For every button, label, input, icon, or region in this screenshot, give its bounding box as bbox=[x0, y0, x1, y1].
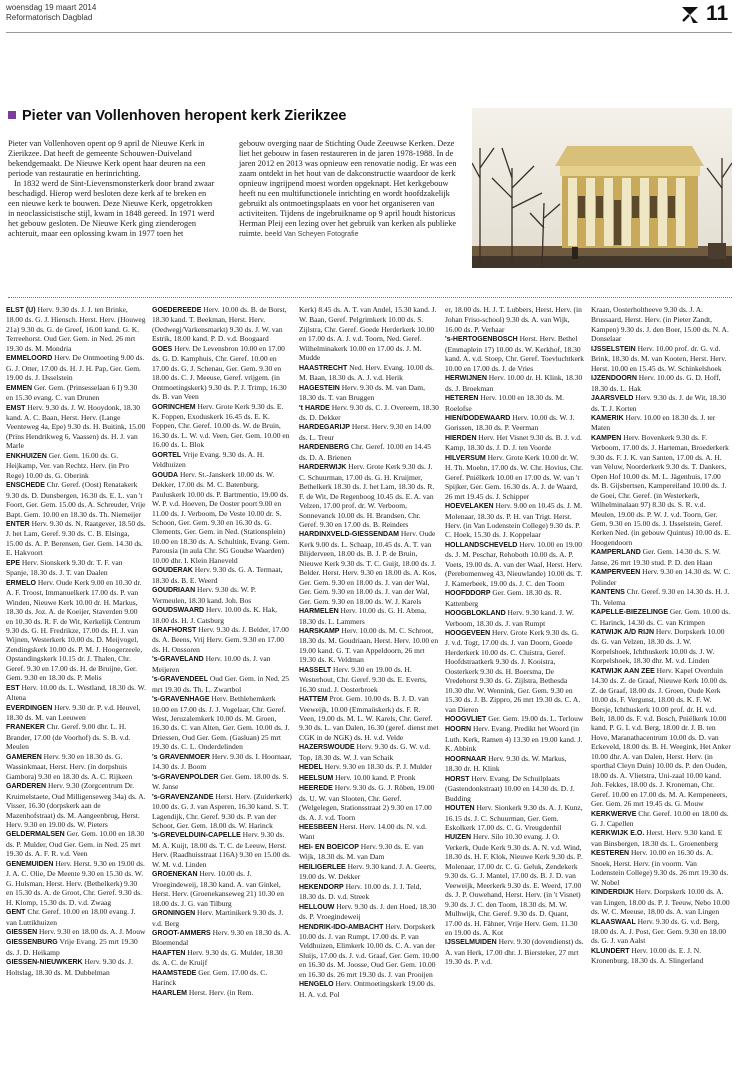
list-item: HEI- EN BOEICOP Herv. 9.30 ds. E. van Wijk, 18.30 ds. M. van Dam bbox=[299, 841, 424, 862]
list-item: GORINCHEM Herv. Grote Kerk 9.30 ds. E. K. Foppen, Exoduskerk 16.45 ds. E. K. Foppen, Chr. Geref. 10.00 ds. W. de Bruin, 16.30 ds. L. W. v.d. Veen, Ger. Gem. 10.00 en 16.00 ds. L. Blok bbox=[152, 401, 290, 450]
list-item: ENTER Herv. 9.30 ds. N. Raatgever, 18.50 ds. J. het Lam, Geref. 9.30 ds. C. B. Elsinga, 15.00 ds. A. P. Berensen, Ger. Gem. 14.30 ds. E. Hakvoort bbox=[6, 518, 146, 558]
list-item: KINDERDIJK Herv. Dorpskerk 10.00 ds. A. van Lingen, 18.00 ds. P. J. Teeuw, Nebo 10.00 ds. W. C. Meeuse, 18.00 ds. A. van Lingen bbox=[591, 887, 730, 917]
list-item: 's-GREVELDUIN-CAPELLE Herv. 9.30 ds. M. A. Kuijt, 18.00 ds. T. C. de Leeuw, Herst. Herv. (Raadhuisstraat 116A) 9.30 en 15.00 ds. W. M. v.d. Linden bbox=[152, 830, 291, 869]
list-item: 's-GRAVENZANDE Herst. Herv. (Zuiderkerk) 10.00 ds. G. J. van Asperen, 16.30 kand. S. T. Lagendijk, Chr. Geref. 9.30 ds. P. van der Schoot, Ger. Gem. 18.00 ds. W. Harinck bbox=[152, 791, 292, 831]
church-photo bbox=[472, 108, 732, 268]
list-item: HAAFTEN Herv. 9.30 ds. G. Mulder, 18.30 ds. A. C. de Kruijf bbox=[152, 947, 283, 968]
church-listing-column-3 bbox=[299, 305, 439, 999]
list-item: HARDEGARIJP Herst. Herv. 9.30 en 14.00 ds. L. Treur bbox=[299, 422, 431, 442]
list-item: KERKWIJK E.O. Herst. Herv. 9.30 kand. E van Binsbergen, 18.30 ds. L. Groenenberg bbox=[591, 828, 723, 848]
list-item: HAAMSTEDE Ger. Gem. 17.00 ds. C. Harinck bbox=[152, 967, 268, 988]
list-item: HOEVELAKEN Herv. 9.00 en 10.45 ds. J. M. Molenaar, 18.30 ds. P. H. van Trigt. Herst. Herv. (in Van Lodenstein College) 9.30 ds. P. C. Hoek, 15.30 ds. J. Koppelaar bbox=[445, 501, 583, 540]
list-item: ELST (U) Herv. 9.30 ds. J. J. ten Brinke, 18.00 ds. G. J. Hiensch. Herst. Herv. (Houweg 21a) 9.30 ds. G. de Greef, 16.00 kand. G. K. Terreehorst. Oud Ger. Gem. in Ned. 26 mrt 19.30 ds. M. Mondria bbox=[6, 305, 146, 353]
list-item: HAARLEM Herst. Herv. (in Rem. bbox=[152, 987, 254, 997]
list-item: GELDERMALSEN Ger. Gem. 10.00 en 18.30 ds. P. Mulder, Oud Ger. Gem. in Ned. 25 mrt 19.30 ds. A. F. R. v.d. Veen bbox=[6, 829, 145, 859]
list-item: KAMPERLAND Ger. Gem. 14.30 ds. S. W. Janse, 26 mrt 19.30 stud. P. D. den Haan bbox=[591, 547, 721, 567]
list-item: HILVERSUM Herv. Grote Kerk 10.00 dr. W. H. Th. Moehn, 17.00 ds. W. Chr. Hovius, Chr. Geref. Pniëlkerk 10.00 en 17.00 ds. W. van 't Spijker, Ger. Gem. 16.30 ds. A. J. de Waard, 26 mrt 19.45 ds. J. Schipper bbox=[445, 452, 583, 501]
list-item: HASSELT Herv. 9.30 en 19.00 ds. H. Westerhout, Chr. Geref. 9.30 ds. E. Everts, 16.30 stud. J. Oosterbroek bbox=[299, 664, 427, 694]
list-item: HIERDEN Herv. Het Visnet 9.30 ds. B. J. v.d. Kamp, 18.30 ds. J. D. J. ten Voorde bbox=[445, 432, 582, 453]
list-item: ENKHUIZEN Ger. Gem. 16.00 ds. G. Heijkamp, Ver. van Rechtz. Herv. (in Pro Rege) 10.00 ds. G. Oberink bbox=[6, 450, 130, 480]
page-date-text: woensdag 19 maart 2014 bbox=[6, 3, 97, 12]
list-item: EMMEN Ger. Gem. (Prinsesselaan 6 I) 9.30 en 15.30 evang. C. van Drunen bbox=[6, 382, 138, 403]
header-rule bbox=[6, 32, 732, 33]
list-item: HARSKAMP Herv. 10.00 ds. M. C. Schroot, 18.30 ds. M. Goudriaan, Herst. Herv. 10.00 en 19.00 kand. G. T. van Appeldoorn, 26 mrt 19.30 ds. K. Veldman bbox=[299, 625, 439, 665]
list-item: 's-GRAVENHAGE Herv. Bethlehemkerk 10.00 en 17.00 ds. J. J. Vogelaar, Chr. Geref. West, Jeruzalemkerk 10.00 ds. M. Groen, 16.30 ds. C. van Alten, Ger. Gem. 10.00 ds. J. Driessen, Oud Ger. Gem. (Gasluan) 25 mrt 19.30 ds. C. L. Onderdelinden bbox=[152, 694, 290, 752]
list-item: FRANEKER Chr. Geref. 9.00 dhr. L. H. Brander, 17.00 (de Voorhof) ds. S. B. v.d. Meulen bbox=[6, 722, 131, 752]
list-item: GROENEKAN Herv. 10.00 ds. J. Vroegindeweij, 18.30 kand. A. van Ginkel, Herst. Herv. (Groenekanseweg 21) 10.30 en 18.00 ds. J. G. van Tilburg bbox=[152, 869, 284, 908]
list-item: 's-GRAVELAND Herv. 10.00 ds. J. van Meijeren bbox=[152, 654, 271, 674]
list-item: GAMEREN Herv. 9.30 en 18.30 ds. G. Wassinkmaat, Herst. Herv. (in dorpshuis Gambora) 9.30 en 18.30 ds. A. C. Rijkeen bbox=[6, 751, 133, 781]
list-item: HUIZEN Herv. Silo 10.30 evang. J. O. Verkerk, Oude Kerk 9.30 ds. A. N. v.d. Wind, 18.30 ds. H. F. Klok, Nieuwe Kerk 9.30 ds. P. Molenaar, 17.00 dr. C. G. Geluk, Zendekerk 9.30 ds. G. J. Mantel, 17.00 ds. B. J. D. van Veeweijk, Meerkerk 9.30 ds. E. Weerd, 17.00 ds. J. P. Ouwehand, Herst. Herv. (in 't Visnet) 9.30 ds. J. C. den Toom, 18.30 ds. M. W. Mulhwijk, Chr. Geref. 9.30 ds. D. Quant, 17.00 ds. H. Fähner, Vrije Herv. Gem. 11.30 en 19.00 ds. A. Kot bbox=[445, 832, 583, 937]
list-item: 't HARDE Herv. 9.30 ds. C. J. Overeem, 18.30 ds. D. Dekker bbox=[299, 402, 439, 422]
list-item: KAMPEN Herv. Bovenkerk 9.30 ds. F. Verboom, 17.00 ds. J. Harteman, Broederkerk 9.30 ds. F. J. K. van Santen, 17.00 ds. A. H. van Veluw, Noorderkerk 9.30 ds. T. Dankers, Open Hof 10.00 ds. M. L. Jägenhuis, 17.00 ds. B. Gijsbertsen, Kampereiland 10.00 ds. J. de Goei, Chr. Geref. (in Westerkerk, Wilhelminalaan 97) 8.30 ds. S. R. v.d. Meulen, 19.00 ds. P. W. J. v.d. Toorn, Ger. Gem. 9.30 en 15.00 ds. J. IJsselstein, Geref. Kerken Ned. (in gebouw Quintus) 10.00 ds. E. Hoogendoorn bbox=[591, 432, 731, 547]
church-listing-column-4 bbox=[445, 305, 585, 967]
list-item: HEESBEEN Herst. Herv. 14.00 ds. N. v.d. Want bbox=[299, 822, 427, 842]
article-paragraph: Pieter van Vollenhoven opent op 9 april de Nieuwe Kerk in Zierikzee. Dat heeft de gemeente Schouwen-Duiveland bekendgemaakt. De Nieuwe Kerk opent haar deuren na een periode van restauratie en herinrichting. bbox=[8, 139, 206, 178]
list-item: GROOT-AMMERS Herv. 9.30 en 18.30 ds. A. Bloemendal bbox=[152, 928, 291, 948]
list-item: 's-GRAVENPOLDER Ger. Gem. 18.00 ds. S. W. Janse bbox=[152, 771, 289, 792]
list-item: GRONINGEN Herv. Martinikerk 9.30 ds. J. v.d. Berg bbox=[152, 908, 284, 928]
list-item: HENDRIK-IDO-AMBACHT Herv. Dorpskerk 10.00 ds. J. van Rumpt, 17.00 ds. P. van Veldhuizen, Elimkerk 10.00 ds. C. A. van der Sluijs, 17.00 ds. J. v.d. Graaf, Ger. Gem. 10.00 en 16.30 ds. M. Joosse, Oud Ger. Gem. 10.00 en 16.30 ds. 26 mrt 19.30 ds. J. van Prooijen bbox=[299, 921, 439, 979]
list-item: HENGELO Herv. Ontmoetingskerk 19.00 ds. H. A. v.d. Pol bbox=[299, 979, 435, 999]
list-item: HORST Herv. Evang. De Schuilplaats (Gastendonkstraat) 10.00 en 14.30 ds. D. J. Budding bbox=[445, 773, 575, 803]
list-item: HARDINXVELD-GIESSENDAM Herv. Oude Kerk 9.00 ds. L. Schaap, 10.45 ds. A. T. van Blijderveen, 18.00 ds. B. J. P. de Bruin, Nieuwe Kerk 9.30 ds. T. C. Guijt, 18.00 ds. J. Belder. Herst. Herv. 9.30 en 18.00 ds. A. Kos, Ger. Gem. 9.30 en 18.00 ds. J. van der Wal, Ger. Gem. 9.30 en 18.00 ds. J. van der Wal, Ger. Gem. 9.30 en 18.00 ds. W. J. Karels bbox=[299, 529, 437, 606]
list-item: 's-GRAVENDEEL Oud Ger. Gem. in Ned. 25 mrt 19.30 ds. Th. L. Zwartbol bbox=[152, 674, 290, 694]
list-item: GIESSEN-NIEUWKERK Herv. 9.30 ds. J. Holtslag, 18.30 ds. M. Dubbelman bbox=[6, 957, 133, 977]
list-item: HOOFDDORP Ger. Gem. 18.30 ds. R. Kattenberg bbox=[445, 588, 562, 608]
list-item: IJSSELMUIDEN Herv. 9.30 (dovendienst) ds. A. van Herk, 17.00 dhr. J. Biersteker, 27 mrt 19.30 ds. P. v.d. bbox=[445, 937, 584, 967]
publication-name: Reformatorisch Dagblad bbox=[6, 13, 93, 22]
list-item: KATWIJK A/D RIJN Herv. Dorpskerk 10.00 ds. G. van Velzen, 18.30 ds. J. W. Korpelshoek, Ichthuskerk 10.00 ds. J. W. Korpelshoek, 18.30 dhr. M. v.d. Linden bbox=[591, 626, 725, 666]
list-item: HEKENDORP Herv. 10.00 ds. J. J. Teld, 18.30 ds. D. v.d. Streek bbox=[299, 881, 422, 902]
list-item: HEEREDE Herv. 9.30 ds. G. J. Röben, 19.00 ds. U. W. van Slooten, Chr. Geref. (Welgelegen, Stationsstraat 2) 9.30 en 17.00 ds. A. J. v.d. Toorn bbox=[299, 783, 435, 822]
list-item: KAMERIK Herv. 10.00 en 18.30 ds. J. ter Maten bbox=[591, 412, 716, 433]
church-listing-column-1 bbox=[6, 305, 146, 977]
list-item: IJZENDOORN Herv. 10.00 ds. G. D. Hoff, 18.30 ds. L. Hak bbox=[591, 373, 721, 393]
list-item: HELLOUW Herv. 9.30 ds. J. den Hoed, 18.30 ds. P. Vroegindeweij bbox=[299, 901, 437, 922]
list-item: er, 18.00 ds. H. J. T. Lubbers, Herst. Herv. (in Johan Friso-school) 9.30 ds. A. van Wijk, 16.00 ds. P. Verhaar bbox=[445, 305, 582, 334]
list-item: GRAFHORST Herv. 9.30 ds. J. Belder, 17.00 ds. A. Beens, Vrij Herv. Gem. 9.30 en 17.00 ds. H. Onssoren bbox=[152, 624, 289, 654]
headline-text: Pieter van Vollenhoven heropent kerk Zierikzee bbox=[22, 108, 347, 124]
list-item: ERMELO Herv. Oude Kerk 9.00 en 10.30 dr. A. F. Troost, Immanuelkerk 17.00 ds. P. van Winden, Nieuwe Kerk 10.00 dr. H. Markus, 18.30 ds. Joz. A. de Koeijer, Staverden 9.00 en 10.30 ds. R. F. de Wit, Kerkelijk Centrum 9.30 ds. G. H. Fredrikze, 17.00 ds. H. J. van Wijnen, Westerkerk 10.00 ds. D. Meijvogel, Zendingskerk 10.00 ds. P. M. J. Hoogerzeele, Opstandingskerk 10.15 dr. J. Thalen, Chr. Geref. 9.30 en 17.00 ds. H. de Bruijne, Ger. Gem. 9.30 en 18.30 ds. P. Melis bbox=[6, 577, 143, 683]
list-item: KESTEREN Herv. 10.00 en 16.30 ds. A. Snoek, Herst. Herv. (in voorm. Van Lodenstein College) 9.30 ds. 26 mrt 19.30 ds. W. Nobel bbox=[591, 848, 729, 887]
list-item: HARMELEN Herv. 10.00 ds. G. H. Abma, 18.30 ds. L. Lammers bbox=[299, 606, 427, 626]
list-item: KAPELLE-BIEZELINGE Ger. Gem. 10.00 ds. C. Harinck, 14.30 ds. C. van Krimpen bbox=[591, 607, 731, 627]
list-item: HAGESTEIN Herv. 9.30 ds. M. van Dam, 18.30 ds. T. van Bruggen bbox=[299, 382, 425, 403]
list-item: HAASTRECHT Ned. Herv. Evang. 10.00 ds. M. Baan, 18.30 ds. A. J. v.d. Herik bbox=[299, 362, 434, 383]
list-item: EST Herv. 10.00 ds. L. Westland, 18.30 ds. W. Altena bbox=[6, 682, 146, 703]
list-item: HETEREN Herv. 10.00 en 18.30 ds. M. Roelofse bbox=[445, 393, 564, 413]
list-item: Kraan, Oosterholtheeve 9.30 ds. J. A. Brussaard, Herst. Herv. (in Pieter Zandt, Kampen) 9.30 ds. J. den Boer, 15.00 ds. N. A. Donselaar bbox=[591, 305, 729, 344]
list-item: HAZERSWOUDE Herv. 9.30 ds. G. W. v.d. Top, 18.30 ds. W. J. van Schaik bbox=[299, 742, 431, 762]
headline-marker bbox=[8, 111, 16, 119]
list-item: HERWIJNEN Herv. 10.00 dr. H. Klink, 18.30 ds. J. Broekman bbox=[445, 373, 583, 393]
church-listing-column-2 bbox=[152, 305, 292, 998]
list-item: GOEDEREEDE Herv. 10.00 ds. B. de Borst, 18.30 kand. T. Beekman, Herst. Herv. (Oedwegj/Varkensmarkt) 9.30 ds. J. W. van Estrik, 18.00 kand. P. D. v.d. Boogaard bbox=[152, 305, 287, 344]
list-item: HOUTEN Herv. Sionkerk 9.30 ds. A. J. Kunz, 16.15 ds. J. C. Schuurman, Ger. Gem. Eskolkerk 17.00 ds. C. G. Vreugdenhil bbox=[445, 803, 583, 833]
article-column-2 bbox=[239, 139, 465, 240]
list-item: GOUDRIAAN Herv. 9.30 ds. W. P. Vermeulen, 18.30 kand. Joh. Bos bbox=[152, 585, 256, 605]
list-item: KAMPERVEEN Herv. 9.30 en 14.30 ds. W. C. Polinder bbox=[591, 567, 731, 587]
article-column-1 bbox=[8, 139, 216, 239]
list-item: Kerk) 8.45 ds. A. T. van Andel, 15.30 kand. J. W. Baan, Geref. Pelgrimkerk 10.00 ds. S. Zijlstra, Chr. Geref. Goede Herderkerk 10.00 en 17.00 ds. A. J. v.d. Toorn, Ned. Geref. Wilhelminakerk 10.00 en 17.00 ds. J. M. Mudde bbox=[299, 305, 437, 363]
list-item: GOUDA Herv. St.-Janskerk 10.00 ds. W. Dekker, 17.00 ds. M. C. Batenburg, Pauluskerk 10.00 ds. P. Bartmentio, 19.00 ds. W. P. v.d. Hoeven, De Ooster poort 9.00 en 11.00 ds. J. Verboom, De Veste 10.00 dr. S. Schoon, Ger. Gem. 9.30 en 16.30 ds. G. Clements, Ger. Gem. in Ned. (Stationsplein) 10.00 en 18.30 ds. A. Schultink, Evang. Gem. Parousia (in aula Chr. SG Goudse Waarden) 10.00 dhr. I. Klein Haneveld bbox=[152, 469, 290, 565]
list-item: GORTEL Vrije Evang. 9.30 ds. A. H. Veldhuizen bbox=[152, 449, 265, 470]
list-item: EPE Herv. Sionskerk 9.30 dr. T. F. van Spanje, 18.30 ds. J. T. van Daalen bbox=[6, 557, 123, 578]
list-item: GARDEREN Herv. 9.30 (Zorgcentrum Dr. Kruimelstaete, Oud Milligenseweg 34a) ds. A. Visser, 16.30 (dorpskerk aan de Mazenhofstraat) ds. M. Aangeenbrug, Herst. Herv. 9.30 en 19.00 ds. W. Pieters bbox=[6, 781, 146, 830]
church-listing-column-5 bbox=[591, 305, 731, 966]
list-item: HOLLANDSCHEVELD Herv. 10.00 en 19.00 ds. J. M. Peschar, Rehoboth 10.00 ds. A. P. Voets, 19.00 ds. A. van der Waal, Herst. Herv. (Perebomenweg 43, Nieuwlande) 10.00 ds. T. J. Kamerbeek, 19.00 ds. J. C. den Toom bbox=[445, 539, 583, 588]
list-item: EVERDINGEN Herv. 9.30 dr. P. v.d. Heuvel, 18.30 ds. M. van Leeuwen bbox=[6, 702, 141, 723]
list-item: HARDENBERG Chr. Geref. 10.00 en 14.45 ds. D. A. Brienen bbox=[299, 442, 432, 462]
article-paragraph: gebouw overging naar de Stichting Oude Zeeuwse Kerken. Deze liet het gebouw in fasen restaureren in de jaren 1978-1988. In de jaren 2012 en 2013 was opnieuw een renovatie nodig. Er was een zaam ontdekt in het hout van de dakconstructie waardoor de kerk opnieuw ingrijpend moest worden opgeknapt. Het kerkgebouw heeft nu een multifunctionele inrichting en wordt hoofdzakelijk gebruikt als ontmoetingsplaats en voor het organiseren van activiteiten. Tijdens de ingebruikname op 9 april houdt historicus Herman Pleij een lezing over het gebruik van kerken als publieke ruimte. bbox=[239, 139, 457, 238]
list-item: ENSCHEDE Chr. Geref. (Oost) Renatakerk 9.30 ds. D. Dunsbergen, 16.30 ds. E. L. van 't Foort, Ger. Gem. 15.00 ds. A. Schreuder, Vrije Bapt. Gem. 10.00 en 18.30 ds. Th. Niemeijer bbox=[6, 480, 146, 519]
list-item: EMMELOORD Herv. De Ontmoeting 9.00 ds. G. J. Otter, 17.00 ds. H. J. H. Pap, Ger. Gem. 19.00 ds. J. IJsselstein bbox=[6, 353, 145, 383]
list-item: GENT Chr. Geref. 10.00 en 18.00 evang. J. van Luttikhuizen bbox=[6, 907, 136, 927]
list-item: HIEN/DODEWAARD Herv. 10.00 ds. W. J. Gorissen, 18.30 ds. P. Veerman bbox=[445, 412, 575, 433]
list-item: HOORNAAR Herv. 9.30 ds. W. Markus, 18.30 dr. H. Klink bbox=[445, 753, 567, 774]
list-item: GIESSENBURG Vrije Evang. 25 mrt 19.30 ds. J. D. Heikamp bbox=[6, 937, 138, 957]
list-item: GENEMUIDEN Herv. Herst. 9.30 en 19.00 ds. J. A. C. Olie, De Meente 9.30 en 15.30 ds. W. G. Hulsman, Herst. Herv. (Bethelkerk) 9.30 en 15.30 ds. A. de Groot, Chr. Geref. 9.30 ds. H. Klomp, 15.30 ds. D. v.d. Zwaag bbox=[6, 858, 145, 907]
list-item: HATTEM Prot. Gem. 10.00 ds. B. J. D. van Veeweijk, 10.00 (Emmaüskerk) ds. F. R. Veen, 19.00 ds. M. L. W. Karels, Chr. Geref. 9.30 ds. L. van Dalen, 16.30 (geref. dienst met CGK in de NGK) ds. H. v.d. Velde bbox=[299, 694, 439, 742]
list-item: 's GRAVENMOER Herv. 9.30 ds. I. Hoornaar, 14.30 ds. J. Boom bbox=[152, 751, 292, 772]
list-item: GIESSEN Herv. 9.30 en 18.00 ds. A. J. Mouw bbox=[6, 927, 146, 936]
list-item: HEDEL Herv. 9.30 en 18.30 ds. P. J. Mulder bbox=[299, 762, 432, 772]
page-date bbox=[6, 3, 96, 23]
list-item: KLAASWAAL Herv. 9.30 ds. G. v.d. Berg, 18.00 ds. A. J. Post, Ger. Gem. 9.30 en 18.00 ds. G. J. van Aalst bbox=[591, 916, 726, 946]
list-item: JAARSVELD Herv. 9.30 ds. J. de Wit, 18.30 ds. T. J. Korten bbox=[591, 393, 727, 413]
list-item: KATWIJK AAN ZEE Herv. Kapel Overduin 14.30 ds. Z. de Graaf, Nieuwe Kerk 10.00 ds. Z. de Graaf, 18.00 ds. J. Groen, Oude Kerk 10.00 ds. F. Vergunst, 18.00 ds. K. F. W. Borsje, Ichthuskerk 10.00 prof. dr. H. v.d. Belt, 18.00 ds. F. v.d. Bosch, Pniëlkerk 10.00 kand. P. G. I. v.d. Berg, 18.00 dr. J. B. ten Hove, Maranathacentrum 10.00 ds. D. van Eckeveld, 18.00 ds. B. H. Weegink, Het Anker 10.00 dhr. A. van Dalen, Herst. Herv. (in sporthal Cleyn Duin) 10.00 ds. P. den Ouden, 18.00 ds. A. Vlietstra, Uni-zaal 10.00 kand. Joh. Fekkes, 18.00 ds. J. Kroneman, Chr. Geref. 10.00 en 17.00 ds. M. A. Kempeneers, Ger. Gem. 26 mrt 19.45 ds. G. Mouw bbox=[591, 665, 731, 809]
article-paragraph: In 1832 werd de Sint-Lievensmonsterkerk door brand zwaar beschadigd. Hierop werd besloten deze kerk af te breken en een nieuwe kerk te bouwen. Deze Nieuwe Kerk, opgetrokken in neoclassicistische stijl, kwam in 1848 gereed. In 1971 werd het gebouw gesloten. De Nieuwe Kerk ging zienderogen achteruit, maar een oplossing kwam in 1977 toen het bbox=[8, 179, 215, 238]
rd-logo-icon bbox=[680, 4, 700, 24]
list-item: 's-HERTOGENBOSCH Herst. Herv. Bethel (Emmaplein 17) 10.00 ds. W. Kerkhof, 18.30 kand. A. v.d. Stoep, Chr. Geref. Toevluchtkerk 10.00 en 17.00 ds. J. de Vries bbox=[445, 334, 585, 373]
list-item: HEELSUM Herv. 10.00 kand. P. Pronk bbox=[299, 772, 416, 782]
list-item: KERKWERVE Chr. Geref. 10.00 en 18.00 ds. G. J. Capellen bbox=[591, 808, 729, 829]
list-item: HEILIGERLEE Herv. 9.30 kand. J. A. Geerts, 19.00 ds. W. Dekker bbox=[299, 861, 437, 882]
list-item: KLUNDERT Herv. 10.00 ds. E. J. N. Kronenburg, 18.30 ds. A. Slingerland bbox=[591, 945, 704, 966]
article-headline bbox=[8, 108, 347, 124]
list-item: HOOGEVEEN Herv. Grote Kerk 9.30 ds. G. J. v.d. Togt, 17.00 ds. J. van Doorn, Goede Herderkerk 10.00 ds. C. Cluistra, Geref. Hoofdstraatkerk 9.30 ds. J. Kooistra, Oosterkerk 9.30 ds. H. Boersma, De Vredehorst 9.30 ds. G. Zijlstra, Bethesda 10.30 dhr. W. Wennink, Ger. Gem. 9.30 en 15.30 ds. J. B. Zippro, 26 mrt 19.30 ds. C. A. van Dieren bbox=[445, 627, 581, 714]
page-number: 11 bbox=[706, 2, 729, 25]
list-item: EMST Herv. 9.30 ds. J. W. Hooydonk, 18.30 kand. A. C. Baan, Herst. Herv. (Lange Veenteweg 4a, Epe) 9.30 ds. H. Buitink, 15.00 (Prins Hendrikweg 6, Vaassen) ds. H. J. van Marle bbox=[6, 402, 146, 451]
photo-credit: beeld Van Scheyen Fotografie bbox=[264, 231, 359, 238]
list-item: IJSSELSTEIN Herv. 10.00 prof. dr. G. v.d. Brink, 18.30 ds. M. van Kooten, Herst. Herv. Herst. 10.00 en 15.45 ds. W. Schinkelshoek bbox=[591, 343, 727, 373]
list-item: KANTENS Chr. Geref. 9.30 en 14.30 ds. H. J. Th. Velema bbox=[591, 587, 730, 607]
section-separator bbox=[8, 297, 732, 298]
list-item: GOES Herv. De Levensbron 10.00 en 17.00 ds. G. D. Kamphuis, Chr. Geref. 10.00 en 17.00 ds. G. J. Schenau, Ger. Gem. 9.30 en 18.00 ds. C. J. Meeuse, Geref. vrijgem. (in Ontmoetingskerk) 9.30 ds. P. J. Trimp, 16.30 ds. B. van Veen bbox=[152, 343, 287, 402]
list-item: HOORN Herv. Evang. Predikt het Woord (in Luth. Kerk, Ramen 4) 13.30 en 19.00 kand. J. K. Abbink bbox=[445, 724, 583, 754]
list-item: HOOGVLIET Ger. Gem. 19.00 ds. L. Terlouw bbox=[445, 714, 584, 724]
list-item: GOUDERAK Herv. 9.30 ds. G. A. Termaat, 18.30 ds. B. E. Weerd bbox=[152, 565, 283, 585]
list-item: GOUDSWAARD Herv. 10.00 ds. K. Hak, 18.00 ds. H. J. Catsburg bbox=[152, 605, 277, 625]
list-item: HOOGBLOKLAND Herv. 9.30 kand. J. W. Verboom, 18.30 ds. J. van Rumpt bbox=[445, 608, 574, 628]
list-item: HARDERWIJK Herv. Grote Kerk 9.30 ds. J. C. Schuurman, 17.00 ds. G. H. Kruijmer, Bethelkerk 18.30 ds. J. het Lam, 18.30 ds. R. F. de Wit, De Regenboog 10.45 ds. E. A. van Velzen, 17.00 prof. dr. W. Verboom, Sonnevanck 10.00 ds. H. Brandsen, Chr. Geref. 9.30 en 17.00 ds. B. Reinders bbox=[299, 462, 435, 529]
